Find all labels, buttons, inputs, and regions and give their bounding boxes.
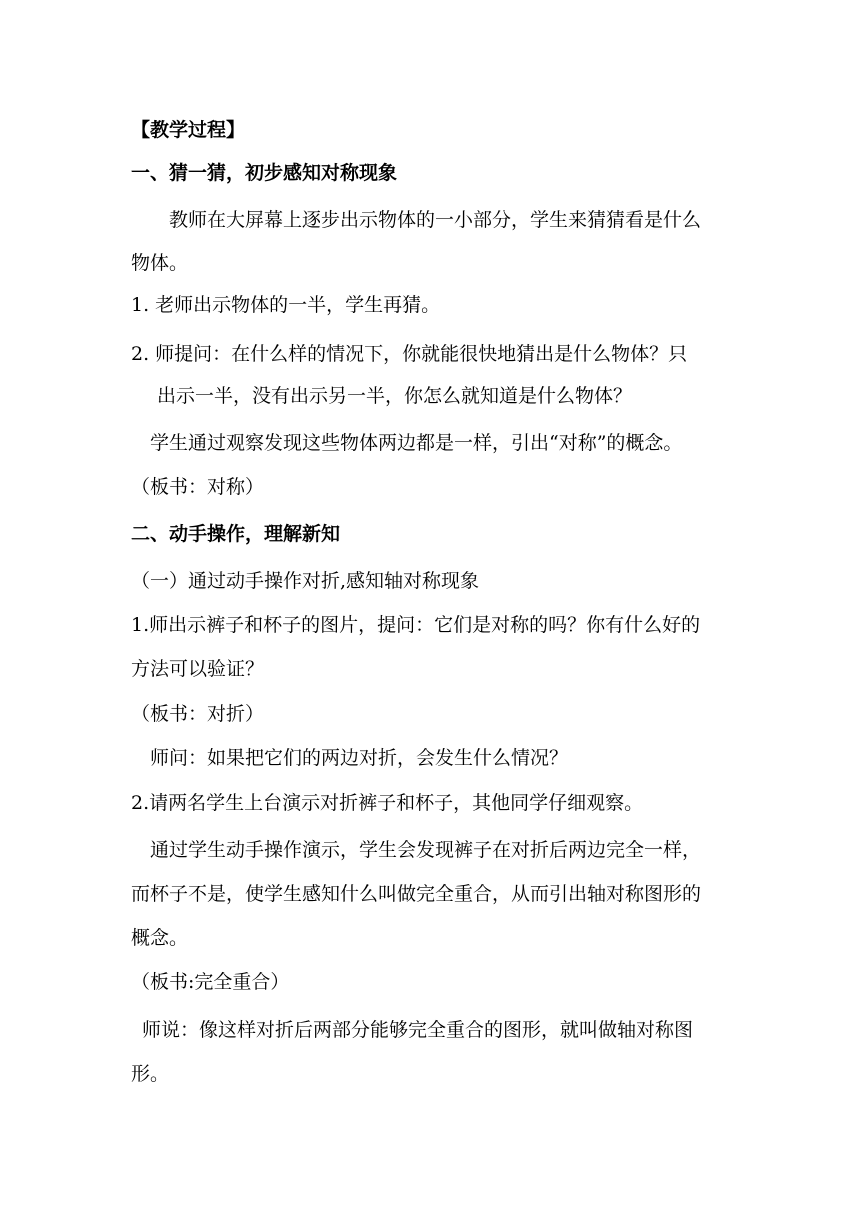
list-item-1-continued: 方法可以验证？ [131,658,265,680]
list-item-1: 1. 老师出示物体的一半，学生再猜。 [131,294,441,316]
section-heading-part-two: 二、动手操作，理解新知 [131,523,341,545]
paragraph-line: 学生通过观察发现这些物体两边都是一样，引出“对称”的概念。 [150,432,683,454]
paragraph-line: 通过学生动手操作演示，学生会发现裤子在对折后两边完全一样， [150,839,702,861]
list-item-2-continued: 出示一半，没有出示另一半，你怎么就知道是什么物体？ [157,385,633,407]
subsection-heading: （一）通过动手操作对折,感知轴对称现象 [131,570,480,592]
section-heading-teaching-process: 【教学过程】 [131,119,246,141]
section-heading-part-one: 一、猜一猜，初步感知对称现象 [131,162,398,184]
paragraph-line: 而杯子不是，使学生感知什么叫做完全重合，从而引出轴对称图形的 [131,883,702,905]
board-note-symmetry: （板书：对称） [131,476,265,498]
paragraph-line: 概念。 [131,927,189,949]
board-note-coincide: （板书:完全重合） [131,971,290,993]
list-item-2: 2. 师提问：在什么样的情况下，你就能很快地猜出是什么物体？只 [131,343,688,365]
board-note-fold: （板书：对折） [131,703,265,725]
paragraph-line: 教师在大屏幕上逐步出示物体的一小部分，学生来猜猜看是什么 [169,209,702,231]
paragraph-line: 师问：如果把它们的两边对折，会发生什么情况？ [150,747,569,769]
list-item-2: 2.请两名学生上台演示对折裤子和杯子，其他同学仔细观察。 [131,792,644,814]
list-item-1: 1.师出示裤子和杯子的图片，提问：它们是对称的吗？你有什么好的 [131,614,701,636]
paragraph-line: 师说：像这样对折后两部分能够完全重合的图形，就叫做轴对称图 [142,1019,694,1041]
paragraph-line: 形。 [131,1063,170,1085]
paragraph-line: 物体。 [131,252,189,274]
